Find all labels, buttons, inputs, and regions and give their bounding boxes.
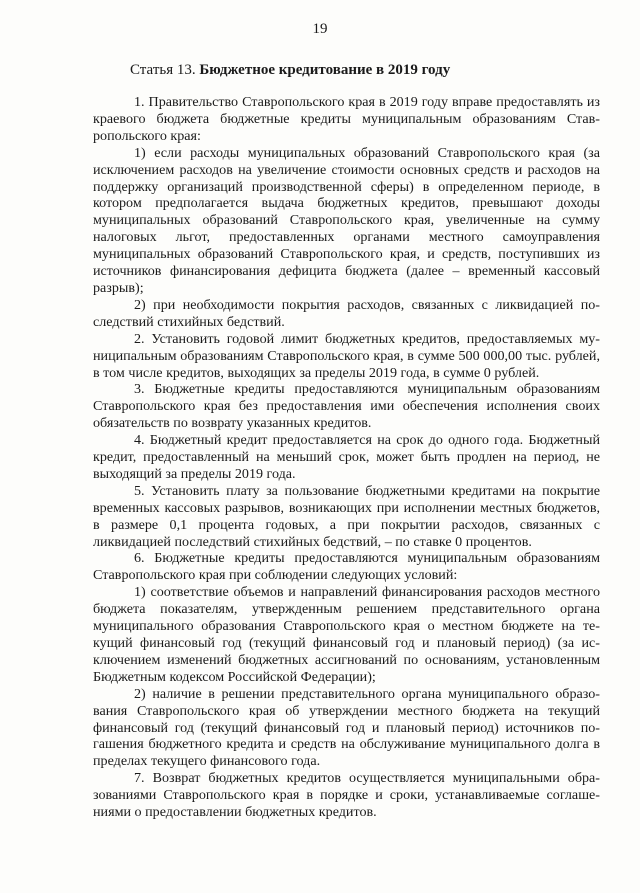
paragraph-1: 1. Правительство Ставропольского края в 2019 году вправе предоставлять из краевого бюджета бюджетные кредиты муниципальным образованиям Ставропольского края: — [93, 94, 600, 144]
article-body — [93, 94, 600, 821]
paragraph-6: 6. Бюджетные кредиты предоставляются муниципальным образованиям Ставропольского края при соблюдении следующих условий: — [93, 550, 600, 584]
article-label: Статья 13. — [130, 62, 196, 78]
paragraph-3: 3. Бюджетные кредиты предоставляются муниципальным образованиям Ставропольского края без предоставления ими обеспечения исполнения своих обязательств по возврату указанных кредитов. — [93, 381, 600, 432]
paragraph-2: 2. Установить годовой лимит бюджетных кредитов, предоставляемых муниципальным образованиям Ставропольского края, в сумме 500 000,00 тыс. рублей, в том числе кредитов, выходящих за пределы 2019 года, в сумме 0 рублей. — [93, 330, 600, 381]
paragraph-1-item-2: 2) при необходимости покрытия расходов, связанных с ликвидацией последствий стихийных бедствий. — [93, 296, 600, 330]
paragraph-4: 4. Бюджетный кредит предоставляется на срок до одного года. Бюджетный кредит, предоставленный на меньший срок, может быть продлен на период, не выходящий за пределы 2019 года. — [93, 432, 600, 482]
paragraph-6-item-1: 1) соответствие объемов и направлений финансирования расходов местного бюджета показателям, утвержденным решением представительного органа муниципального образования Ставропольского края о местном бюджете на текущий финансовый год (текущий финансовый год и плановый период) (за исключением изменений бюджетных ассигнований по основаниям, установленным Бюджетным кодексом Российской Федерации); — [93, 584, 600, 685]
article-title: Бюджетное кредитование в 2019 году — [199, 62, 451, 78]
paragraph-7: 7. Возврат бюджетных кредитов осуществляется муниципальными образованиями Ставропольского края в порядке и сроки, устанавливаемые соглашениями о предоставлении бюджетных кредитов. — [93, 770, 600, 821]
page-number: 19 — [312, 21, 328, 37]
paragraph-6-item-2: 2) наличие в решении представительного органа муниципального образования Ставропольского края об утверждении местного бюджета на текущий финансовый год (текущий финансовый год и плановый период) источников погашения бюджетного кредита и средств на обслуживание муниципального долга в пределах текущего финансового года. — [93, 685, 600, 770]
paragraph-5: 5. Установить плату за пользование бюджетными кредитами на покрытие временных кассовых разрывов, возникающих при исполнении местных бюджетов, в размере 0,1 процента годовых, а при покрытии расходов, связанных с ликвидацией последствий стихийных бедствий, – по ставке 0 процентов. — [93, 482, 600, 550]
paragraph-1-item-1: 1) если расходы муниципальных образований Ставропольского края (за исключением расходов на увеличение стоимости основных средств и расходов на поддержку организаций производственной сферы) в определенном периоде, в котором предполагается выдача бюджетных кредитов, превышают доходы муниципальных образований Ставропольского края, увеличенные на сумму налоговых льгот, предоставленных органами местного самоуправления муниципальных образований Ставропольского края, и средств, поступивших из источников финансирования дефицита бюджета (далее – временный кассовый разрыв); — [93, 144, 600, 296]
article-heading — [130, 61, 600, 79]
